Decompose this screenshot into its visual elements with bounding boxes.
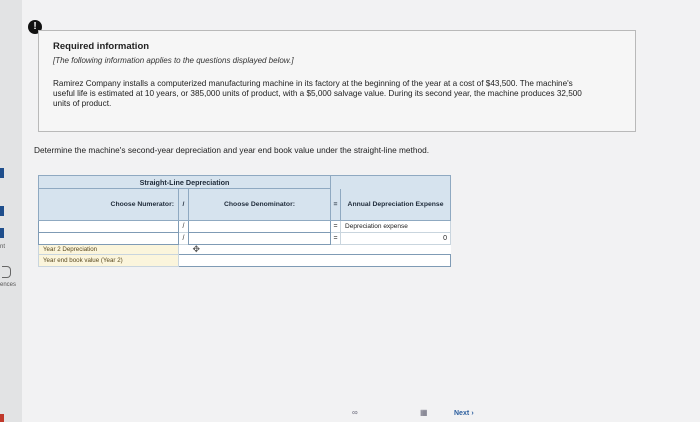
numerator-input[interactable] — [39, 221, 179, 233]
empty-cell — [331, 245, 341, 255]
footer-navigation — [22, 406, 700, 422]
dropdown-option-year2-depreciation[interactable]: Year 2 Depreciation — [39, 245, 179, 255]
move-handle-icon[interactable]: ✥ — [192, 244, 201, 254]
table-title: Straight-Line Depreciation — [39, 176, 331, 189]
denominator-header: Choose Denominator: — [189, 189, 331, 221]
strip-red-marker — [0, 414, 4, 422]
strip-marker-2 — [0, 206, 4, 216]
dropdown-option-year-end-book-value[interactable]: Year end book value (Year 2) — [39, 255, 179, 267]
strip-marker-1 — [0, 168, 4, 178]
next-label: Next — [454, 410, 470, 417]
table-title-filler-right — [341, 176, 451, 189]
strip-label-references[interactable]: ences — [0, 282, 17, 288]
equals-header: = — [331, 189, 341, 221]
left-navigation-strip — [0, 0, 23, 422]
info-body: Ramirez Company installs a computerized manufacturing machine in its factory at the beginning of the year at a cost of $43,500. The machine's useful life is estimated at 10 years, or 385,000 units of product, with a $5,000 salvage value. During its second year, the machine produces 32,500 units of product. — [53, 79, 582, 108]
divide-header: / — [179, 189, 189, 221]
denominator-input[interactable] — [189, 221, 331, 233]
strip-marker-3 — [0, 228, 4, 238]
alert-icon: ! — [28, 20, 42, 34]
depreciation-expense-label: Depreciation expense — [341, 221, 451, 233]
strip-label-nt: nt — [0, 244, 6, 250]
numerator-input-2[interactable] — [39, 233, 179, 245]
straight-line-depreciation-table — [38, 175, 451, 267]
next-button[interactable] — [454, 408, 474, 417]
question-text: Determine the machine's second-year depreciation and year end book value under the straight-line method. — [34, 145, 429, 155]
link-icon[interactable]: ∞ — [352, 408, 358, 417]
move-cell — [189, 245, 331, 255]
equals-sign-2: = — [331, 233, 341, 245]
empty-cell — [179, 245, 189, 255]
book-value-input[interactable] — [179, 255, 451, 267]
divide-sign-2: / — [179, 233, 189, 245]
strip-bracket-icon — [2, 266, 11, 278]
equals-sign: = — [331, 221, 341, 233]
required-information-box — [38, 30, 636, 132]
grid-icon[interactable]: ▦ — [420, 408, 428, 417]
divide-sign: / — [179, 221, 189, 233]
info-subtitle: [The following information applies to the questions displayed below.] — [53, 56, 294, 65]
empty-cell — [341, 245, 451, 255]
result-header: Annual Depreciation Expense — [341, 189, 451, 221]
denominator-input-2[interactable] — [189, 233, 331, 245]
table-title-filler — [331, 176, 341, 189]
next-arrow-icon: › — [471, 410, 474, 417]
numerator-header: Choose Numerator: — [39, 189, 179, 221]
depreciation-expense-value: 0 — [341, 233, 451, 245]
info-title: Required information — [53, 41, 150, 52]
